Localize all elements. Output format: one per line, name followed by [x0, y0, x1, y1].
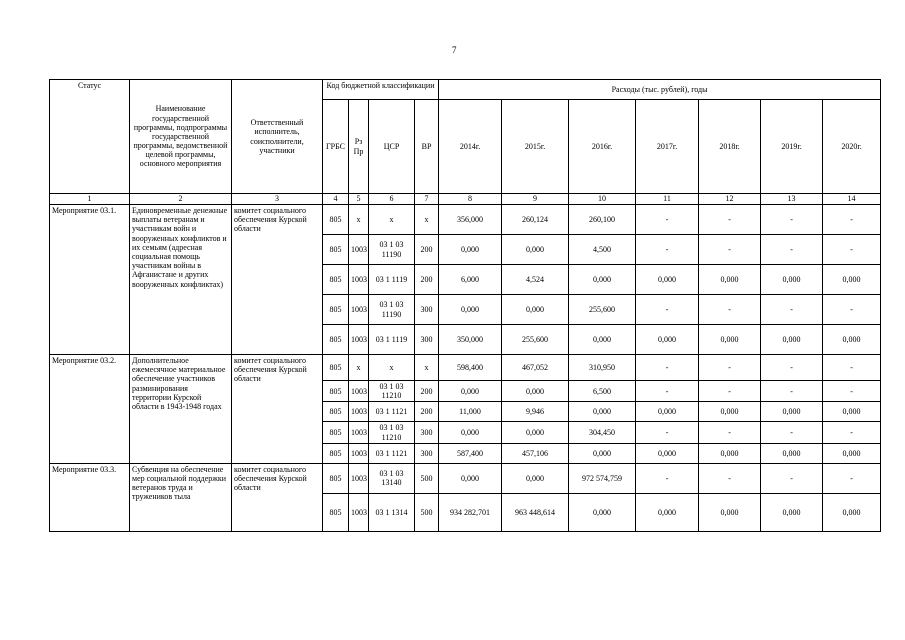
cell-value: -	[699, 422, 761, 443]
cell-rzpr: x	[349, 355, 369, 381]
header-year: 2016г.	[569, 100, 636, 194]
cell-value: -	[636, 463, 699, 493]
cell-rzpr: 1003	[349, 422, 369, 443]
cell-value: -	[823, 381, 881, 402]
cell-value: 0,000	[699, 325, 761, 355]
measure-responsible: комитет социального обеспечения Курской области	[232, 205, 323, 355]
cell-csr: 03 1 03 11190	[369, 295, 415, 325]
cell-value: 467,052	[502, 355, 569, 381]
measure-responsible: комитет социального обеспечения Курской области	[232, 355, 323, 464]
cell-value: 260,100	[569, 205, 636, 235]
header-year: 2015г.	[502, 100, 569, 194]
cell-value: -	[761, 422, 823, 443]
measure-responsible: комитет социального обеспечения Курской области	[232, 463, 323, 531]
cell-grbs: 805	[323, 325, 349, 355]
cell-csr: 03 1 1314	[369, 493, 415, 531]
cell-rzpr: 1003	[349, 463, 369, 493]
cell-csr: 03 1 03 13140	[369, 463, 415, 493]
cell-grbs: 805	[323, 422, 349, 443]
cell-grbs: 805	[323, 265, 349, 295]
cell-value: 0,000	[699, 265, 761, 295]
cell-value: 350,000	[439, 325, 502, 355]
cell-value: 9,946	[502, 402, 569, 422]
cell-value: 0,000	[439, 295, 502, 325]
cell-value: -	[761, 355, 823, 381]
cell-rzpr: 1003	[349, 381, 369, 402]
cell-value: 0,000	[636, 443, 699, 463]
cell-value: 0,000	[761, 265, 823, 295]
cell-value: -	[823, 295, 881, 325]
cell-value: -	[699, 295, 761, 325]
column-number: 10	[569, 194, 636, 205]
cell-value: 0,000	[439, 235, 502, 265]
cell-value: -	[636, 295, 699, 325]
cell-value: -	[823, 463, 881, 493]
column-number-row	[50, 194, 881, 205]
column-number: 3	[232, 194, 323, 205]
cell-value: -	[761, 381, 823, 402]
cell-rzpr: 1003	[349, 443, 369, 463]
cell-vr: x	[415, 205, 439, 235]
cell-vr: 200	[415, 265, 439, 295]
cell-value: 0,000	[569, 402, 636, 422]
cell-vr: 300	[415, 295, 439, 325]
cell-grbs: 805	[323, 493, 349, 531]
cell-value: 0,000	[502, 235, 569, 265]
cell-value: 0,000	[502, 422, 569, 443]
cell-value: 0,000	[502, 295, 569, 325]
cell-value: 0,000	[761, 325, 823, 355]
cell-value: 0,000	[823, 443, 881, 463]
cell-vr: 200	[415, 381, 439, 402]
cell-value: -	[699, 463, 761, 493]
header-code-group: Код бюджетной классификации	[323, 80, 439, 100]
cell-value: -	[699, 381, 761, 402]
cell-rzpr: 1003	[349, 295, 369, 325]
cell-value: 0,000	[439, 422, 502, 443]
cell-value: 972 574,759	[569, 463, 636, 493]
cell-value: -	[761, 295, 823, 325]
cell-value: 598,400	[439, 355, 502, 381]
cell-rzpr: 1003	[349, 265, 369, 295]
column-number: 6	[369, 194, 415, 205]
page-number: 7	[452, 45, 457, 55]
cell-rzpr: 1003	[349, 235, 369, 265]
cell-grbs: 805	[323, 295, 349, 325]
column-number: 13	[761, 194, 823, 205]
cell-value: 0,000	[699, 493, 761, 531]
header-expenses-group: Расходы (тыс. рублей), годы	[439, 80, 881, 100]
header-csr: ЦСР	[369, 100, 415, 194]
cell-vr: 300	[415, 443, 439, 463]
measure-status: Мероприятие 03.3.	[50, 463, 130, 531]
measure-status: Мероприятие 03.2.	[50, 355, 130, 464]
column-number: 4	[323, 194, 349, 205]
cell-grbs: 805	[323, 463, 349, 493]
cell-value: -	[761, 235, 823, 265]
header-vr: ВР	[415, 100, 439, 194]
cell-grbs: 805	[323, 443, 349, 463]
cell-value: 587,400	[439, 443, 502, 463]
cell-value: 0,000	[569, 265, 636, 295]
table-row	[50, 355, 881, 381]
cell-value: 0,000	[761, 443, 823, 463]
cell-value: 0,000	[699, 443, 761, 463]
header-year: 2017г.	[636, 100, 699, 194]
table-row	[50, 205, 881, 235]
header-status: Статус	[50, 80, 130, 194]
cell-value: -	[823, 355, 881, 381]
measure-name: Дополнительное ежемесячное материальное обеспечение участников разминирования территории Курской области в 1943-1948 годах	[130, 355, 232, 464]
header-responsible: Ответственный исполнитель, соисполнители, участники	[232, 80, 323, 194]
cell-rzpr: x	[349, 205, 369, 235]
table-row	[50, 463, 881, 493]
column-number: 14	[823, 194, 881, 205]
column-number: 7	[415, 194, 439, 205]
cell-value: -	[823, 235, 881, 265]
cell-rzpr: 1003	[349, 325, 369, 355]
cell-value: 0,000	[569, 325, 636, 355]
measure-name: Субвенция на обеспечение мер социальной поддержки ветеранов труда и тружеников тыла	[130, 463, 232, 531]
cell-value: 0,000	[502, 463, 569, 493]
measure-name: Единовременные денежные выплаты ветеранам и участникам войн и вооруженных конфликтов и их семьям (адресная социальная помощь участникам войны в Афганистане и других вооруженных конфликтах)	[130, 205, 232, 355]
cell-value: 457,106	[502, 443, 569, 463]
cell-value: 4,524	[502, 265, 569, 295]
cell-value: 6,000	[439, 265, 502, 295]
cell-value: 0,000	[823, 402, 881, 422]
cell-vr: 300	[415, 325, 439, 355]
cell-value: 304,450	[569, 422, 636, 443]
cell-value: -	[699, 355, 761, 381]
cell-csr: x	[369, 355, 415, 381]
header-year: 2019г.	[761, 100, 823, 194]
cell-csr: 03 1 03 11190	[369, 235, 415, 265]
cell-vr: 500	[415, 463, 439, 493]
column-number: 11	[636, 194, 699, 205]
column-number: 5	[349, 194, 369, 205]
cell-value: 934 282,701	[439, 493, 502, 531]
cell-vr: 200	[415, 402, 439, 422]
cell-grbs: 805	[323, 381, 349, 402]
budget-table	[49, 79, 881, 532]
cell-vr: 200	[415, 235, 439, 265]
cell-csr: 03 1 03 11210	[369, 381, 415, 402]
cell-csr: x	[369, 205, 415, 235]
cell-grbs: 805	[323, 402, 349, 422]
header-year: 2018г.	[699, 100, 761, 194]
cell-rzpr: 1003	[349, 493, 369, 531]
cell-value: -	[823, 205, 881, 235]
cell-value: 0,000	[699, 402, 761, 422]
cell-value: 6,500	[569, 381, 636, 402]
cell-value: 0,000	[761, 402, 823, 422]
cell-value: 310,950	[569, 355, 636, 381]
cell-value: -	[699, 205, 761, 235]
cell-vr: 300	[415, 422, 439, 443]
measure-status: Мероприятие 03.1.	[50, 205, 130, 355]
header-year: 2020г.	[823, 100, 881, 194]
cell-csr: 03 1 1119	[369, 325, 415, 355]
cell-vr: x	[415, 355, 439, 381]
cell-value: 0,000	[761, 493, 823, 531]
cell-value: 260,124	[502, 205, 569, 235]
cell-value: 0,000	[569, 443, 636, 463]
cell-csr: 03 1 1119	[369, 265, 415, 295]
cell-grbs: 805	[323, 205, 349, 235]
cell-value: 0,000	[823, 493, 881, 531]
column-number: 1	[50, 194, 130, 205]
header-rzpr: Рз Пр	[349, 100, 369, 194]
cell-value: -	[761, 463, 823, 493]
column-number: 2	[130, 194, 232, 205]
cell-value: 255,600	[569, 295, 636, 325]
cell-grbs: 805	[323, 235, 349, 265]
cell-value: 356,000	[439, 205, 502, 235]
cell-value: 0,000	[502, 381, 569, 402]
cell-value: -	[636, 381, 699, 402]
cell-value: -	[636, 355, 699, 381]
cell-value: -	[699, 235, 761, 265]
cell-value: -	[636, 422, 699, 443]
column-number: 8	[439, 194, 502, 205]
header-grbs: ГРБС	[323, 100, 349, 194]
cell-value: -	[761, 205, 823, 235]
cell-value: -	[636, 205, 699, 235]
cell-value: 0,000	[569, 493, 636, 531]
cell-value: -	[636, 235, 699, 265]
cell-value: 0,000	[636, 402, 699, 422]
cell-csr: 03 1 1121	[369, 402, 415, 422]
column-number: 12	[699, 194, 761, 205]
header-year: 2014г.	[439, 100, 502, 194]
cell-value: 255,600	[502, 325, 569, 355]
cell-value: 0,000	[636, 493, 699, 531]
cell-value: -	[823, 422, 881, 443]
cell-value: 0,000	[823, 265, 881, 295]
cell-value: 4,500	[569, 235, 636, 265]
cell-value: 11,000	[439, 402, 502, 422]
cell-rzpr: 1003	[349, 402, 369, 422]
header-name: Наименование государственной программы, подпрограммы государственной программы, ведомственной целевой программы, основного мероприятия	[130, 80, 232, 194]
cell-value: 0,000	[636, 325, 699, 355]
cell-value: 0,000	[439, 381, 502, 402]
column-number: 9	[502, 194, 569, 205]
cell-value: 0,000	[823, 325, 881, 355]
cell-grbs: 805	[323, 355, 349, 381]
cell-value: 0,000	[636, 265, 699, 295]
cell-csr: 03 1 1121	[369, 443, 415, 463]
cell-csr: 03 1 03 11210	[369, 422, 415, 443]
cell-vr: 500	[415, 493, 439, 531]
cell-value: 0,000	[439, 463, 502, 493]
cell-value: 963 448,614	[502, 493, 569, 531]
